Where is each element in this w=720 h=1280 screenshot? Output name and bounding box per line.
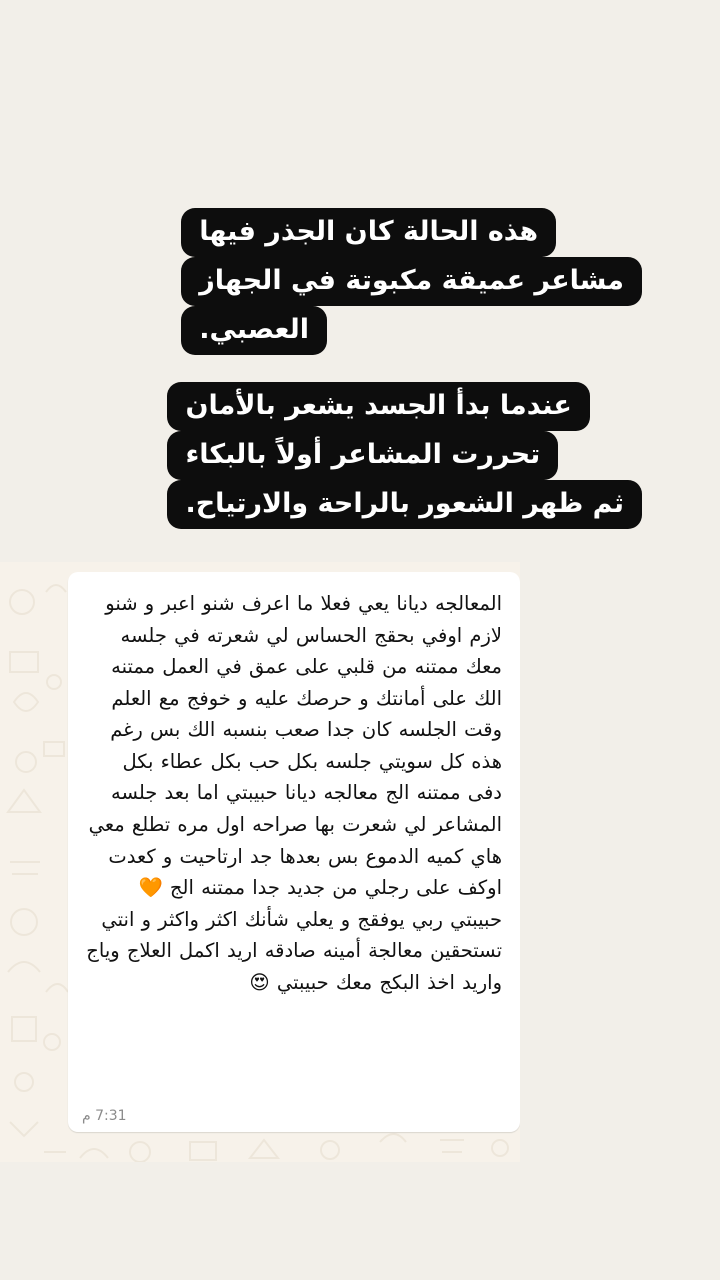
caption-block-1 <box>181 208 642 355</box>
chat-screenshot <box>0 562 520 1162</box>
caption-line: تحررت المشاعر أولاً بالبكاء <box>167 431 558 480</box>
caption-line: مشاعر عميقة مكبوتة في الجهاز <box>181 257 642 306</box>
caption-line: ثم ظهر الشعور بالراحة والارتياح. <box>167 480 642 529</box>
caption-line: هذه الحالة كان الجذر فيها <box>181 208 556 257</box>
message-bubble-wrapper <box>68 572 520 1154</box>
caption-line: عندما بدأ الجسد يشعر بالأمان <box>167 382 589 431</box>
caption-line: العصبي. <box>181 306 327 355</box>
incoming-message-bubble[interactable] <box>68 572 520 1132</box>
message-text: المعالجه ديانا يعي فعلا ما اعرف شنو اعبر و شنو لازم اوفي بحقج الحساس لي شعرته في جلسه معك ممتنه من قلبي على عمق في العمل ممتنه الك على أمانتك و حرصك عليه و خوفج مع العلم وقت الجلسه كان جدا صعب بنسبه الك بس رغم هذه كل سويتي جلسه بكل حب بكل عطاء بكل دفى ممتنه الج معالجه ديانا حبيبتي اما بعد جلسه المشاعر لي شعرت بها صراحه اول مره تطلع معي هاي كميه الدموع بس بعدها جد ارتاحيت و كعدت اوكف على رجلي من جديد جدا ممتنه الج 🧡 حبيبتي ربي يوفقج و يعلي شأنك اكثر واكثر و انتي تستحقين معالجة أمينه صادقه اريد اكمل العلاج وياج واريد اخذ البكج معك حبيبتي 😍 <box>86 592 502 994</box>
message-timestamp: 7:31 م <box>82 1108 127 1124</box>
caption-block-2 <box>167 382 642 529</box>
